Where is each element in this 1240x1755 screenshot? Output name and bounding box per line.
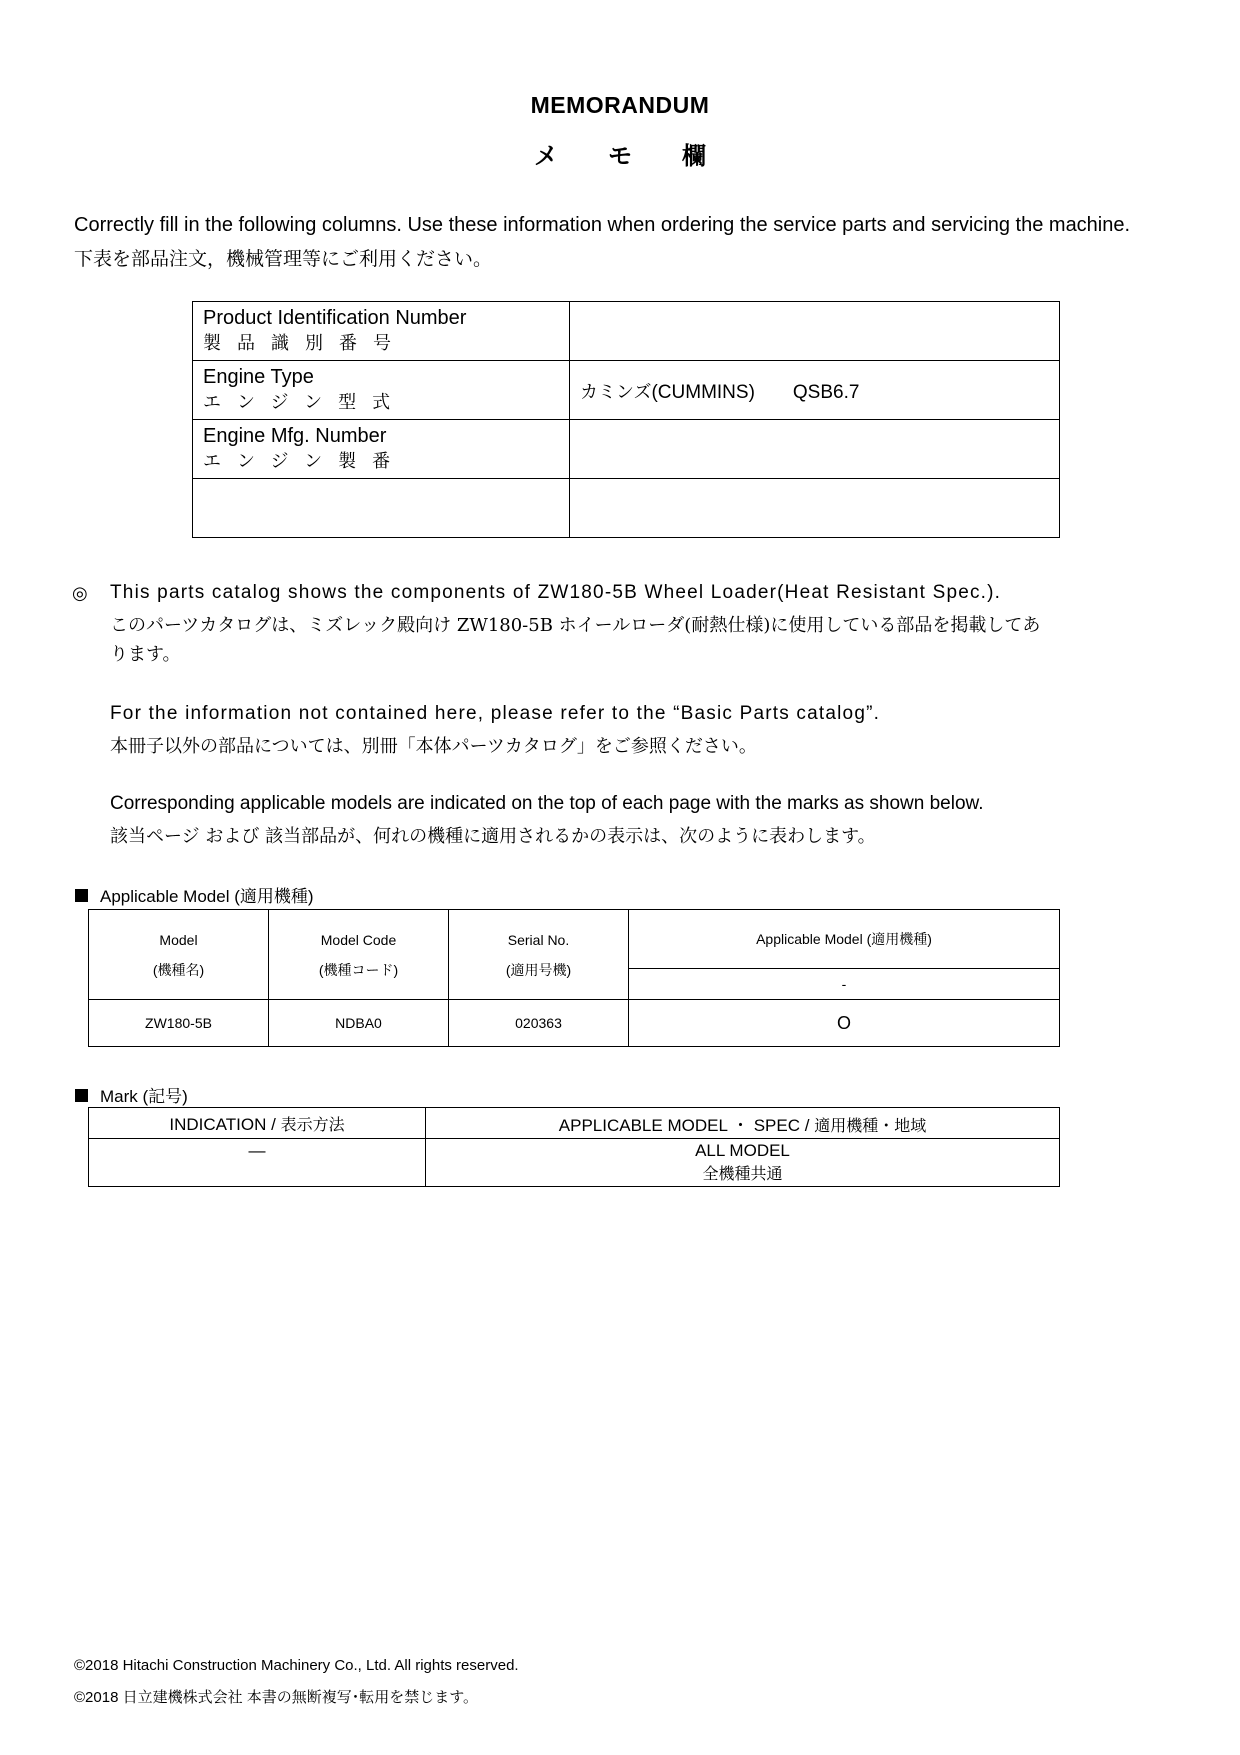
square-bullet-icon — [75, 1089, 88, 1102]
header-serial-jp: (適用号機) — [505, 961, 572, 978]
page-title: MEMORANDUM — [530, 92, 710, 118]
note-bullet-icon: ◎ — [72, 583, 88, 603]
memo-label-cell — [193, 361, 570, 420]
header-model-code-en: Model Code — [320, 931, 397, 948]
memo-label-en: Engine Type — [203, 366, 314, 388]
applicable-model-heading-text: Applicable Model (適用機種) — [100, 887, 314, 906]
note-2-jp: 本冊子以外の部品については、別冊「本体パーツカタログ」をご参照ください。 — [110, 736, 757, 757]
footer-copyright-jp: ©2018 日立建機株式会社 本書の無断複写･転用を禁じます。 — [74, 1689, 479, 1706]
note-1-jp-line1: このパーツカタログは、ミズレック殿向け ZW180-5B ホイールローダ(耐熱仕様)に使用している部品を掲載してあ — [110, 615, 1041, 636]
header-applicable-en: APPLICABLE MODEL ・ SPEC / — [558, 1115, 810, 1135]
intro-text-en: Correctly fill in the following columns. Use these information when ordering the service parts and servicing the machine. — [74, 214, 1131, 236]
table-row — [89, 1000, 1060, 1047]
memo-label-jp: 製品識別番号 — [203, 333, 407, 354]
memo-value-cell[interactable] — [570, 361, 1060, 420]
note-2-en: For the information not contained here, please refer to the “Basic Parts catalog”. — [110, 703, 881, 724]
mark-table — [88, 1107, 1060, 1187]
memo-label-cell — [193, 302, 570, 361]
header-model-code-jp: (機種コード) — [318, 961, 399, 978]
table-row — [89, 1139, 1060, 1187]
note-1-jp-line2: ります。 — [110, 644, 181, 665]
memo-value-cell[interactable] — [570, 479, 1060, 538]
intro-text-jp: 下表を部品注文，機械管理等にご利用ください。 — [74, 248, 493, 270]
header-serial-en: Serial No. — [507, 931, 570, 948]
table-row — [193, 420, 1060, 479]
memo-value-cell[interactable] — [570, 302, 1060, 361]
header-model-en: Model — [159, 931, 198, 948]
mark-heading — [75, 1082, 188, 1107]
cell-all-model-jp: 全機種共通 — [702, 1164, 783, 1183]
cell-indication: — — [89, 1139, 426, 1187]
table-row — [193, 302, 1060, 361]
memo-label-jp: エンジン型式 — [203, 392, 407, 413]
cell-applicable-mark: O — [629, 1000, 1060, 1047]
memo-value-jp: カミンズ — [580, 381, 652, 403]
table-row — [89, 910, 1060, 969]
table-row — [193, 479, 1060, 538]
sub-header-dash: - — [629, 969, 1060, 1000]
memo-value-en: (CUMMINS) QSB6.7 — [651, 381, 860, 403]
cell-all-model — [426, 1139, 1060, 1187]
header-applicable — [426, 1108, 1060, 1139]
footer-copyright-en: ©2018 Hitachi Construction Machinery Co., Ltd. All rights reserved. — [74, 1657, 519, 1674]
applicable-model-table — [88, 909, 1060, 1047]
square-bullet-icon — [75, 889, 88, 902]
memo-table — [192, 301, 1060, 538]
note-3-jp: 該当ページ および 該当部品が、何れの機種に適用されるかの表示は、次のように表わします。 — [110, 826, 876, 847]
header-model-code — [269, 910, 449, 1000]
cell-model: ZW180-5B — [89, 1000, 269, 1047]
header-serial — [449, 910, 629, 1000]
applicable-model-heading — [75, 882, 314, 907]
note-1-en: This parts catalog shows the components of ZW180-5B Wheel Loader(Heat Resistant Spec.). — [110, 582, 1002, 603]
memo-label-en: Product Identification Number — [203, 307, 467, 329]
memo-label-jp: エンジン製番 — [203, 451, 407, 472]
header-model-jp: (機種名) — [152, 961, 205, 978]
memo-value-cell[interactable] — [570, 420, 1060, 479]
mark-heading-text: Mark (記号) — [100, 1087, 188, 1106]
note-3-en: Corresponding applicable models are indicated on the top of each page with the marks as shown below. — [110, 793, 984, 814]
header-applicable-jp: 適用機種・地域 — [814, 1115, 927, 1135]
cell-all-model-en: ALL MODEL — [695, 1141, 790, 1160]
cell-model-code: NDBA0 — [269, 1000, 449, 1047]
cell-serial: 020363 — [449, 1000, 629, 1047]
table-row — [193, 361, 1060, 420]
header-applicable-model: Applicable Model (適用機種) — [629, 910, 1060, 969]
header-model — [89, 910, 269, 1000]
memo-label-en: Engine Mfg. Number — [203, 425, 387, 447]
table-row — [89, 1108, 1060, 1139]
header-indication-en: INDICATION / — [169, 1114, 276, 1134]
header-indication — [89, 1108, 426, 1139]
page-subtitle: メモ欄 — [534, 143, 756, 170]
memo-label-cell[interactable] — [193, 479, 570, 538]
header-indication-jp: 表示方法 — [280, 1114, 345, 1134]
memo-label-cell — [193, 420, 570, 479]
